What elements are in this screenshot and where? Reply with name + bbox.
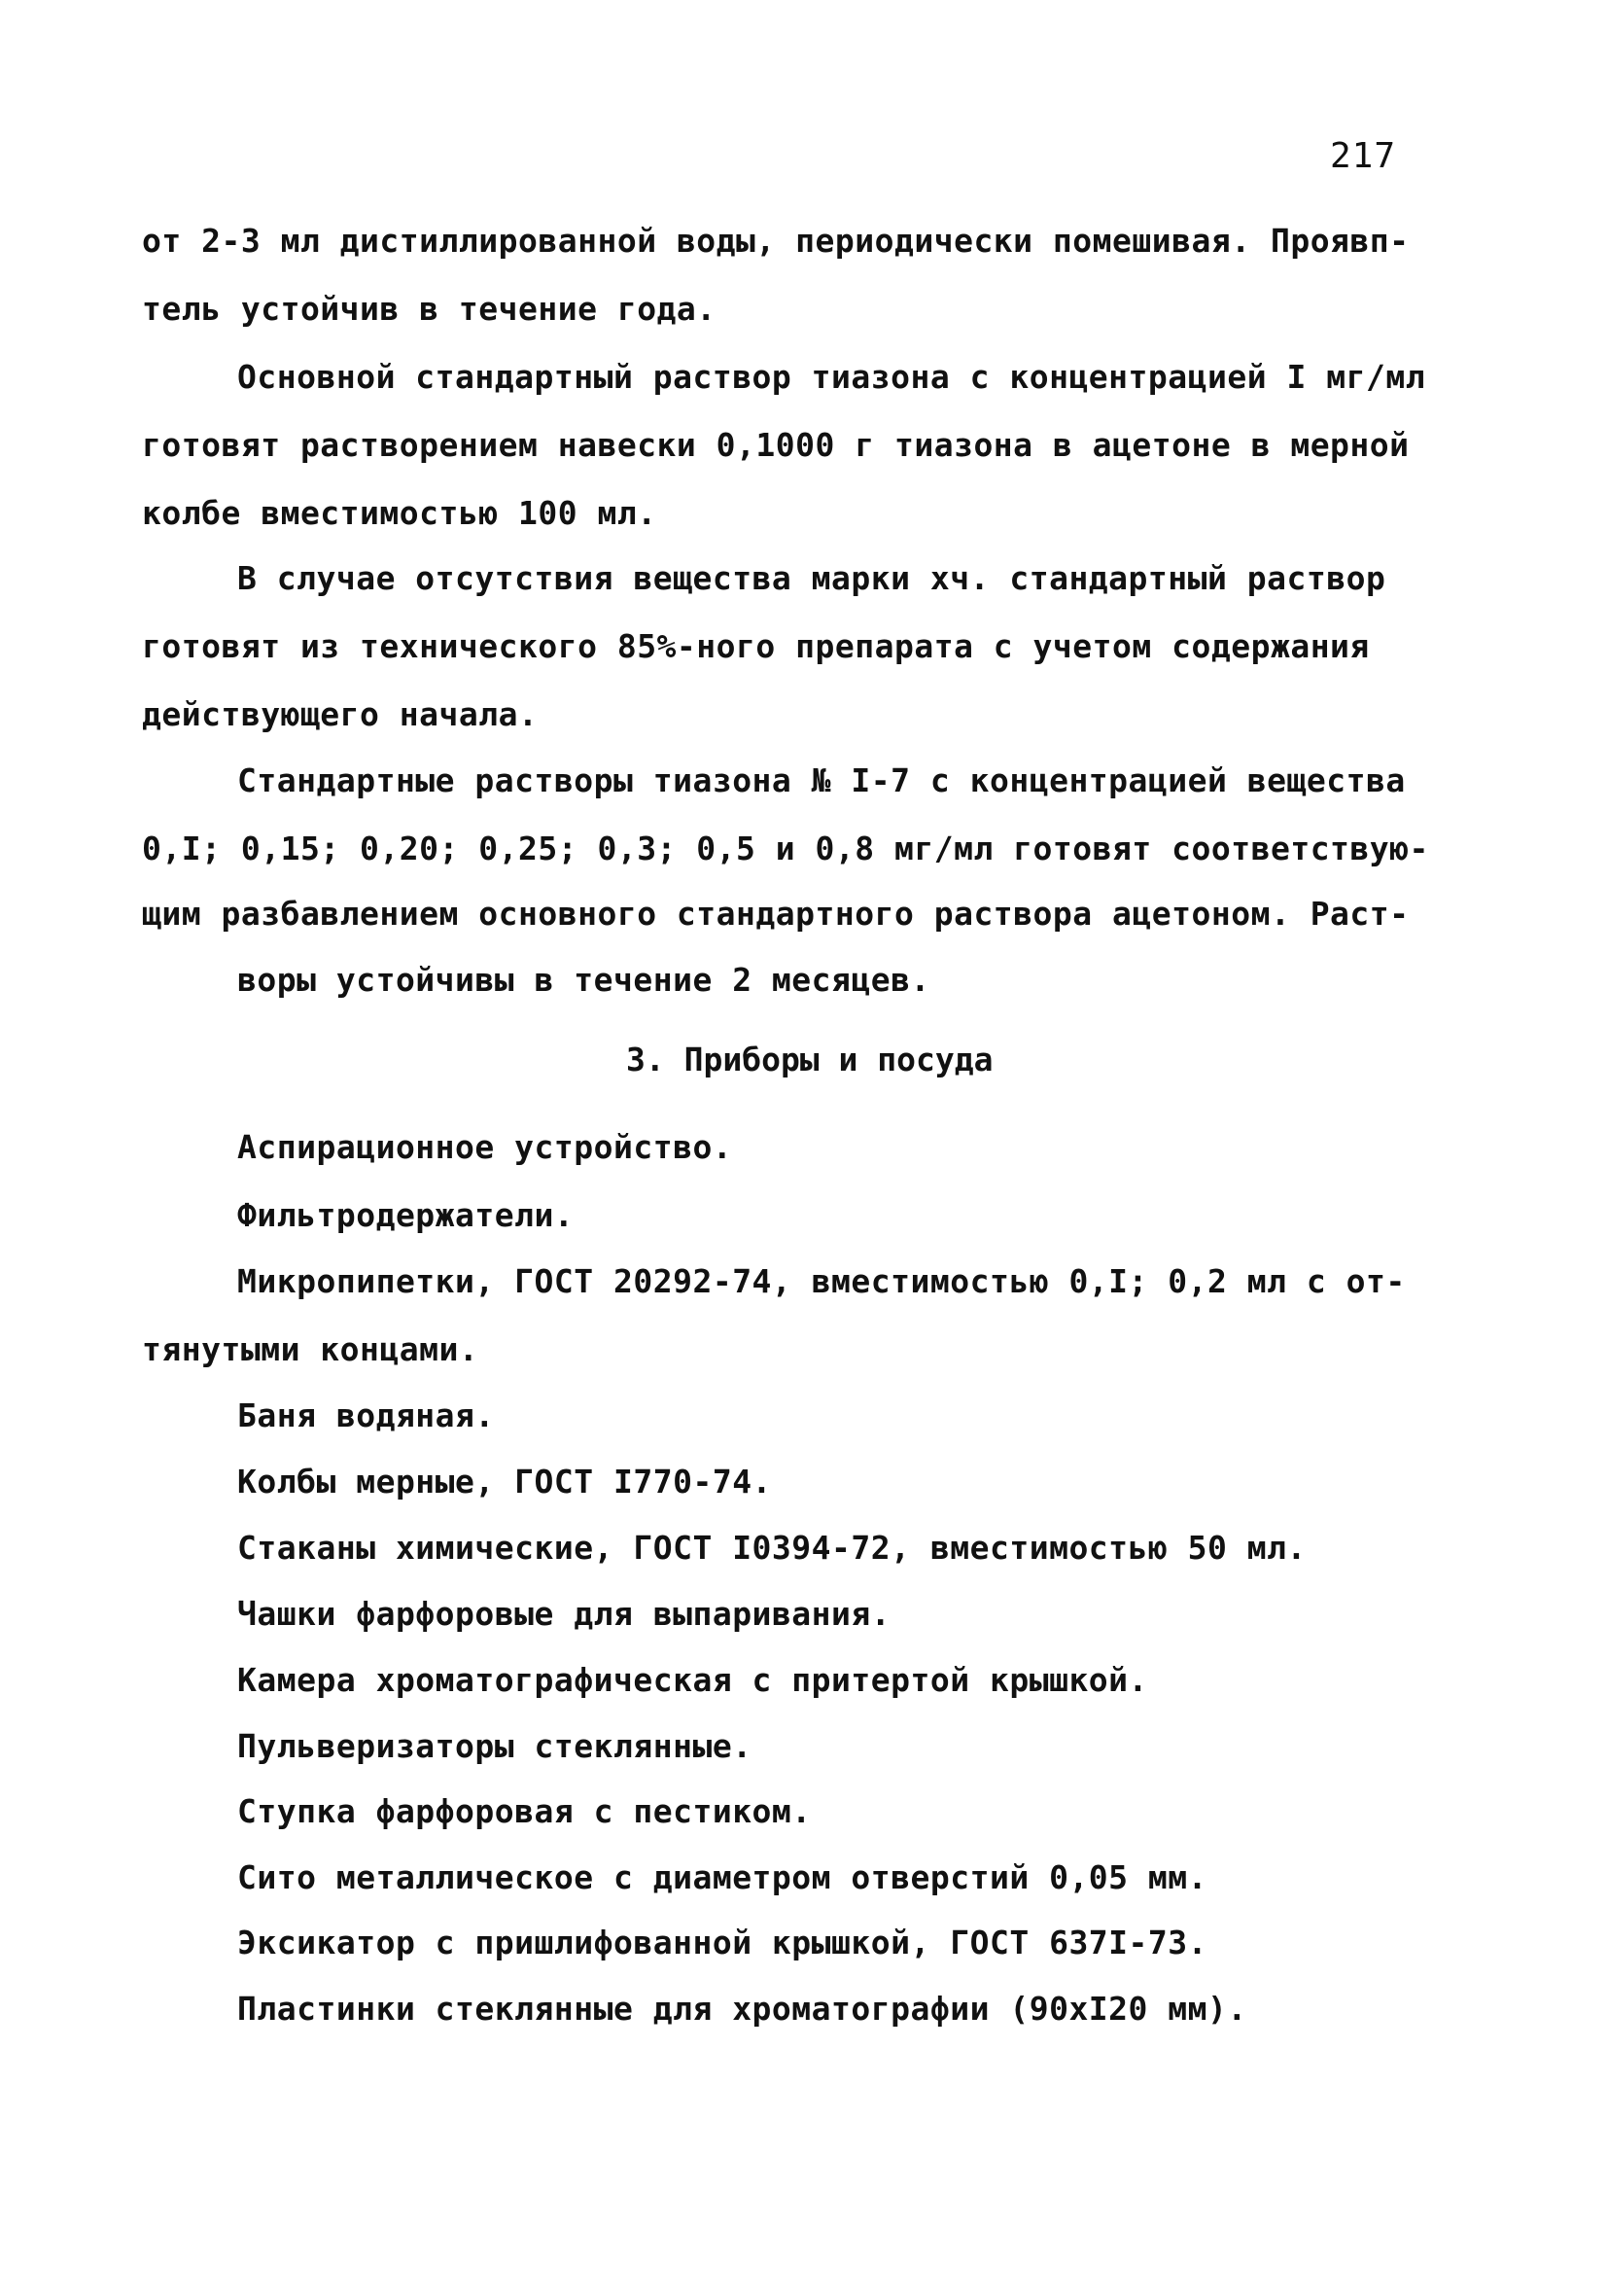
text-line: воры устойчивы в течение 2 месяцев. (237, 961, 930, 999)
list-item: Пластинки стеклянные для хроматографии (90xI20 мм). (237, 1990, 1247, 2028)
list-item: Чашки фарфоровые для выпаривания. (237, 1595, 891, 1633)
list-item: Аспирационное устройство. (237, 1128, 733, 1166)
list-item: Камера хроматографическая с притертой крышкой. (237, 1661, 1148, 1699)
list-item: тянутыми концами. (142, 1330, 479, 1368)
page-number: 217 (1330, 136, 1397, 176)
text-line: готовят из технического 85%-ного препарата с учетом содержания (142, 627, 1370, 665)
text-line: Стандартные растворы тиазона № I-7 с концентрацией вещества (237, 761, 1406, 799)
section-heading: 3. Приборы и посуда (626, 1041, 994, 1078)
list-item: Баня водяная. (237, 1396, 495, 1434)
text-line: тель устойчив в течение года. (142, 290, 717, 328)
text-line: колбе вместимостью 100 мл. (142, 494, 657, 532)
text-line: Основной стандартный раствор тиазона с концентрацией I мг/мл (237, 358, 1426, 396)
list-item: Сито металлическое с диаметром отверстий 0,05 мм. (237, 1858, 1208, 1896)
list-item: Микропипетки, ГОСТ 20292-74, вместимостью 0,I; 0,2 мл с от- (237, 1262, 1406, 1300)
list-item: Фильтродержатели. (237, 1196, 575, 1234)
text-line: действующего начала. (142, 695, 539, 733)
text-line: от 2-3 мл дистиллированной воды, периодически помешивая. Проявп- (142, 222, 1410, 260)
text-line: 0,I; 0,15; 0,20; 0,25; 0,3; 0,5 и 0,8 мг/мл готовят соответствую- (142, 830, 1429, 867)
text-line: готовят растворением навески 0,1000 г тиазона в ацетоне в мерной (142, 426, 1410, 464)
list-item: Пульверизаторы стеклянные. (237, 1727, 752, 1765)
list-item: Эксикатор с пришлифованной крышкой, ГОСТ 637I-73. (237, 1924, 1208, 1961)
text-line: В случае отсутствия вещества марки хч. стандартный раствор (237, 559, 1386, 597)
list-item: Стаканы химические, ГОСТ I0394-72, вместимостью 50 мл. (237, 1529, 1307, 1567)
text-line: щим разбавлением основного стандартного раствора ацетоном. Раст- (142, 895, 1410, 933)
list-item: Ступка фарфоровая с пестиком. (237, 1792, 812, 1830)
list-item: Колбы мерные, ГОСТ I770-74. (237, 1463, 772, 1501)
